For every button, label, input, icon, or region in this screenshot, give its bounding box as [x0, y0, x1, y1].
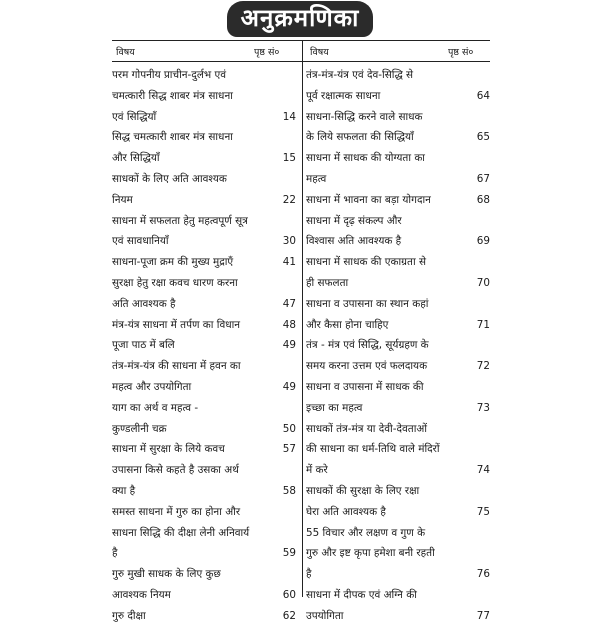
- index-entry: [112, 398, 298, 440]
- entry-page-number: 48: [282, 318, 296, 331]
- index-entry: [306, 65, 492, 107]
- right-page-header: पृष्ठ सं०: [448, 47, 474, 58]
- index-entry: [112, 606, 298, 627]
- entry-page-number: 68: [476, 193, 490, 206]
- index-entry: [306, 585, 492, 627]
- entry-text-line: समस्त साधना में गुरु का होना और: [112, 505, 241, 518]
- entry-text-line: साधना व उपासना में साधक की: [306, 380, 424, 393]
- index-entry: [112, 315, 298, 336]
- entry-text-line: है: [306, 568, 312, 581]
- entry-text-line: में करे: [306, 464, 328, 477]
- index-entry: [306, 211, 492, 253]
- index-entry: [306, 294, 492, 336]
- left-subject-header: विषय: [116, 47, 135, 58]
- index-entry: [306, 148, 492, 190]
- table-header: [112, 41, 490, 62]
- entry-text-line: साधना में सफलता हेतु महत्वपूर्ण सूत्र: [112, 214, 248, 227]
- entry-page-number: 69: [476, 235, 490, 248]
- entry-page-number: 74: [476, 464, 490, 477]
- entry-page-number: 72: [476, 360, 490, 373]
- index-entry: [306, 252, 492, 294]
- entry-text-line: की साधना का धर्म-तिथि वाले मंदिरों: [306, 443, 440, 456]
- entry-page-number: 14: [282, 110, 296, 123]
- entry-text-line: परम गोपनीय प्राचीन-दुर्लभ एवं: [112, 69, 226, 81]
- entry-text-line: साधकों तंत्र-मंत्र या देवी-देवताओं: [306, 422, 428, 435]
- entry-page-number: 58: [282, 484, 296, 497]
- entry-text-line: मंत्र-यंत्र साधना में तर्पण का विधान: [112, 318, 241, 331]
- entry-text-line: ही सफलता: [306, 276, 349, 289]
- entry-page-number: 65: [476, 131, 490, 144]
- index-entry: [112, 439, 298, 460]
- index-entry: [112, 356, 298, 398]
- index-entry: [112, 335, 298, 356]
- entry-text-line: महत्व और उपयोगिता: [112, 380, 192, 393]
- right-subject-header: विषय: [310, 47, 329, 58]
- entry-text-line: पूजा पाठ में बलि: [112, 339, 175, 352]
- entry-text-line: तंत्र-मंत्र-यंत्र की साधना में हवन का: [112, 360, 241, 373]
- entry-text-line: और सिद्धियाँ: [112, 152, 160, 165]
- entry-text-line: इच्छा का महत्व: [306, 401, 363, 414]
- index-entry: [112, 252, 298, 273]
- column-divider: [302, 41, 303, 597]
- title-banner: [0, 0, 600, 40]
- index-entry: [306, 107, 492, 149]
- entry-page-number: 15: [282, 152, 296, 165]
- entry-text-line: एवं सावधानियाँ: [112, 235, 169, 248]
- entry-text-line: के लिये सफलता की सिद्धियाँ: [306, 131, 414, 144]
- index-entry: [112, 65, 298, 127]
- entry-text-line: घेरा अति आवश्यक है: [306, 505, 386, 518]
- entry-text-line: गुरु दीक्षा: [112, 609, 146, 622]
- entry-text-line: साधना-सिद्धि करने वाले साधक: [306, 110, 423, 123]
- entry-text-line: विश्वास अति आवश्यक है: [306, 235, 402, 248]
- entry-text-line: पूर्व रक्षात्मक साधना: [306, 89, 381, 102]
- entry-text-line: अति आवश्यक है: [112, 297, 176, 310]
- entry-text-line: सिद्ध चमत्कारी शाबर मंत्र साधना: [112, 131, 233, 144]
- entry-text-line: साधना में दृढ़ संकल्प और: [306, 214, 402, 227]
- entry-page-number: 76: [476, 568, 490, 581]
- index-entry: [112, 502, 298, 564]
- right-column: [306, 65, 492, 622]
- index-entry: [306, 419, 492, 481]
- entry-text-line: साधना में साधक की योग्यता का: [306, 152, 425, 165]
- entry-text-line: साधना में सुरक्षा के लिये कवच: [112, 443, 225, 456]
- page-title: अनुक्रमणिका: [227, 1, 374, 37]
- entry-text-line: साधना में साधक की एकाग्रता से: [306, 256, 426, 269]
- entry-text-line: उपयोगिता: [306, 609, 344, 622]
- entry-page-number: 22: [282, 193, 296, 206]
- entry-text-line: साधना-पूजा क्रम की मुख्य मुद्राएँ: [112, 256, 234, 269]
- entry-text-line: तंत्र - मंत्र एवं सिद्धि, सूर्यग्रहण के: [306, 339, 429, 352]
- entry-page-number: 77: [476, 609, 490, 622]
- entry-page-number: 73: [476, 401, 490, 414]
- entry-page-number: 49: [282, 380, 296, 393]
- entry-text-line: 55 विचार और लक्षण व गुण के: [306, 526, 426, 539]
- entry-text-line: महत्व: [306, 172, 327, 185]
- entry-text-line: तंत्र-मंत्र-यंत्र एवं देव-सिद्धि से: [306, 69, 414, 81]
- entry-text-line: कुण्डलीनी चक्र: [112, 422, 167, 435]
- entry-page-number: 64: [476, 89, 490, 102]
- entry-page-number: 50: [282, 422, 296, 435]
- left-column: [112, 65, 298, 622]
- entry-text-line: साधना में भावना का बड़ा योगदान: [306, 193, 431, 206]
- entry-page-number: 62: [282, 609, 296, 622]
- index-entry: [306, 190, 492, 211]
- index-entry: [112, 127, 298, 169]
- left-page-header: पृष्ठ सं०: [254, 47, 280, 58]
- entry-text-line: नियम: [112, 193, 133, 206]
- entry-text-line: और कैसा होना चाहिए: [306, 318, 389, 331]
- entry-text-line: क्या है: [112, 484, 136, 497]
- index-entry: [112, 273, 298, 315]
- entry-page-number: 59: [282, 547, 296, 560]
- entry-page-number: 71: [476, 318, 490, 331]
- entry-text-line: साधकों के लिए अति आवश्यक: [112, 172, 227, 185]
- index-entry: [112, 211, 298, 253]
- entry-page-number: 70: [476, 276, 490, 289]
- entry-page-number: 49: [282, 339, 296, 352]
- index-entry: [306, 335, 492, 377]
- entry-text-line: सुरक्षा हेतु रक्षा कवच धारण करना: [112, 276, 238, 289]
- index-table: [112, 40, 490, 622]
- index-entry: [306, 377, 492, 419]
- entry-page-number: 57: [282, 443, 296, 456]
- entry-page-number: 60: [282, 588, 296, 601]
- entry-text-line: समय करना उत्तम एवं फलदायक: [306, 360, 428, 373]
- entry-text-line: गुरु और इष्ट कृपा हमेशा बनी रहती: [306, 547, 435, 560]
- entry-text-line: चमत्कारी सिद्ध शाबर मंत्र साधना: [112, 89, 233, 102]
- entry-text-line: साधना व उपासना का स्थान कहां: [306, 297, 429, 310]
- entry-page-number: 41: [282, 256, 296, 269]
- index-entry: [112, 460, 298, 502]
- entry-page-number: 30: [282, 235, 296, 248]
- entry-text-line: साधकों की सुरक्षा के लिए रक्षा: [306, 484, 420, 497]
- index-entry: [112, 564, 298, 606]
- index-entry: [306, 523, 492, 585]
- entry-text-line: याग का अर्थ व महत्व -: [112, 401, 199, 414]
- entry-text-line: गुरु मुखी साधक के लिए कुछ: [112, 568, 221, 581]
- entry-page-number: 75: [476, 505, 490, 518]
- index-entry: [306, 481, 492, 523]
- entry-page-number: 67: [476, 172, 490, 185]
- entry-text-line: उपासना किसे कहते है उसका अर्थ: [112, 464, 239, 477]
- entry-page-number: 47: [282, 297, 296, 310]
- entry-text-line: है: [112, 547, 118, 560]
- entry-text-line: एवं सिद्धियाँ: [112, 110, 157, 123]
- entry-text-line: आवश्यक नियम: [112, 588, 171, 601]
- entry-text-line: साधना सिद्धि की दीक्षा लेनी अनिवार्य: [112, 526, 250, 539]
- index-entry: [112, 169, 298, 211]
- entry-text-line: साधना में दीपक एवं अग्नि की: [306, 588, 417, 601]
